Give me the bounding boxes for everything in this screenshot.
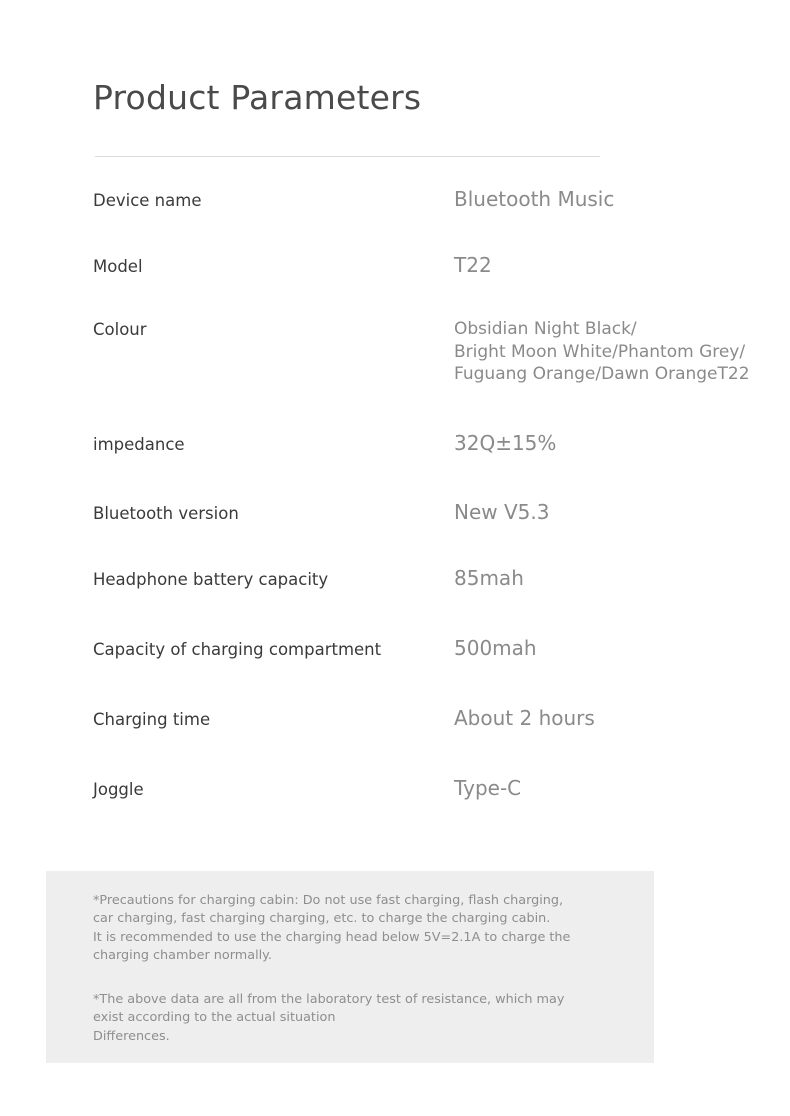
- param-value: Type-C: [454, 776, 522, 800]
- param-label: Headphone battery capacity: [93, 570, 329, 589]
- param-value-line: Bright Moon White/Phantom Grey/: [454, 341, 746, 362]
- param-label: Joggle: [93, 780, 144, 799]
- param-label: Device name: [93, 191, 202, 210]
- note-line: car charging, fast charging charging, etc. to charge the charging cabin.: [93, 911, 551, 927]
- param-value: T22: [454, 253, 492, 277]
- param-value-colour: [454, 318, 750, 386]
- param-label: Colour: [93, 320, 147, 339]
- note-line: Differences.: [93, 1028, 170, 1044]
- param-label: Charging time: [93, 710, 211, 729]
- title-divider: [95, 156, 600, 157]
- note-line: *The above data are all from the laboratory test of resistance, which may: [93, 992, 565, 1007]
- param-value: 500mah: [454, 636, 537, 660]
- notes-box: [46, 871, 654, 1063]
- param-value: 32Q±15%: [454, 431, 557, 455]
- param-value-line: Obsidian Night Black/: [454, 319, 637, 339]
- param-value: New V5.3: [454, 500, 550, 524]
- note-line: exist according to the actual situation: [93, 1010, 336, 1026]
- param-value: About 2 hours: [454, 706, 595, 730]
- note-line: It is recommended to use the charging head below 5V=2.1A to charge the: [93, 929, 571, 945]
- param-label: Capacity of charging compartment: [93, 640, 382, 659]
- param-value: 85mah: [454, 566, 524, 590]
- param-label: Model: [93, 257, 143, 276]
- charging-precaution-note: [93, 892, 638, 965]
- data-disclaimer-note: [93, 991, 638, 1046]
- param-value-line: Fuguang Orange/Dawn OrangeT22: [454, 364, 750, 384]
- param-label: Bluetooth version: [93, 504, 239, 523]
- param-value: Bluetooth Music: [454, 187, 615, 211]
- page-title: Product Parameters: [93, 78, 422, 117]
- param-label: impedance: [93, 435, 185, 454]
- note-line: *Precautions for charging cabin: Do not use fast charging, flash charging,: [93, 893, 564, 908]
- note-line: charging chamber normally.: [93, 947, 272, 963]
